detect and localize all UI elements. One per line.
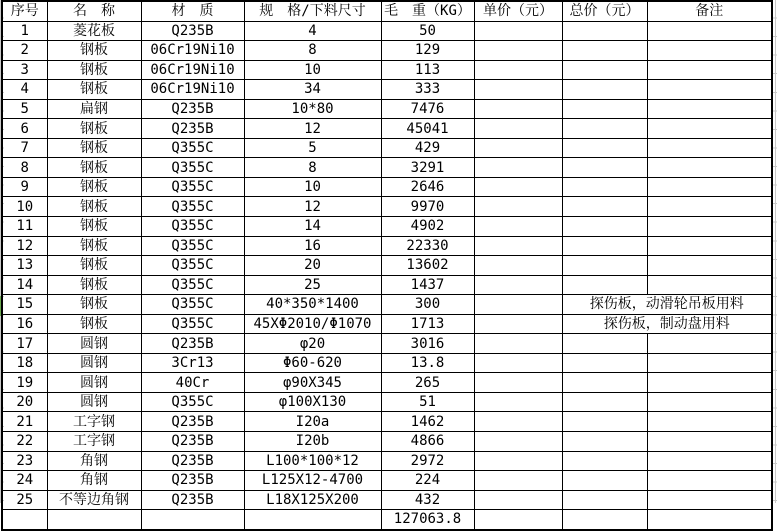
cell-name[interactable]: [47, 510, 141, 530]
table-row: [2, 256, 772, 276]
cell-material[interactable]: Q355C: [141, 197, 244, 217]
cell-unit-price[interactable]: [474, 177, 562, 197]
cell-name[interactable]: 角钢: [47, 471, 141, 491]
cell-remark[interactable]: [647, 60, 772, 80]
cell-spec[interactable]: Φ60-620: [244, 353, 381, 373]
cell-unit-price[interactable]: [474, 334, 562, 354]
cell-material[interactable]: Q355C: [141, 256, 244, 276]
cell-remark[interactable]: [647, 490, 772, 510]
cell-total-price[interactable]: [562, 41, 647, 61]
cell-serial-no[interactable]: 1: [2, 21, 47, 41]
cell-unit-price[interactable]: [474, 471, 562, 491]
cell-serial-no[interactable]: 15: [2, 295, 47, 315]
cell-spec[interactable]: 10: [244, 177, 381, 197]
cell-material[interactable]: Q235B: [141, 432, 244, 452]
header-name[interactable]: 名 称: [47, 1, 141, 21]
cell-remark[interactable]: [647, 177, 772, 197]
cell-material[interactable]: 06Cr19Ni10: [141, 60, 244, 80]
cell-total-price[interactable]: [562, 510, 647, 530]
cell-weight[interactable]: 129: [381, 41, 474, 61]
cell-total-price[interactable]: [562, 392, 647, 412]
table-footer: [2, 510, 772, 530]
cell-weight[interactable]: 3291: [381, 158, 474, 178]
cell-unit-price[interactable]: [474, 353, 562, 373]
table-body: [2, 21, 772, 510]
cell-name[interactable]: 钢板: [47, 295, 141, 315]
cell-spec[interactable]: φ90X345: [244, 373, 381, 393]
cell-spec[interactable]: I20b: [244, 432, 381, 452]
cell-spec[interactable]: 4: [244, 21, 381, 41]
cell-unit-price[interactable]: [474, 236, 562, 256]
cell-name[interactable]: 钢板: [47, 41, 141, 61]
cell-name[interactable]: 钢板: [47, 314, 141, 334]
header-unit-price[interactable]: 单价（元）: [474, 1, 562, 21]
cell-name[interactable]: 钢板: [47, 236, 141, 256]
cell-material[interactable]: Q235B: [141, 119, 244, 139]
cell-weight[interactable]: 9970: [381, 197, 474, 217]
cell-remark[interactable]: [647, 334, 772, 354]
cell-spec[interactable]: 8: [244, 41, 381, 61]
cell-spec[interactable]: [244, 510, 381, 530]
cell-name[interactable]: 圆钢: [47, 353, 141, 373]
cell-serial-no[interactable]: 22: [2, 432, 47, 452]
table-row: [2, 80, 772, 100]
cell-name[interactable]: 钢板: [47, 119, 141, 139]
cell-spec[interactable]: 45XΦ2010/Φ1070: [244, 314, 381, 334]
cell-total-price[interactable]: [562, 490, 647, 510]
cell-total-price[interactable]: [562, 217, 647, 237]
cell-weight[interactable]: 1437: [381, 275, 474, 295]
cell-unit-price[interactable]: [474, 41, 562, 61]
cell-material[interactable]: [141, 510, 244, 530]
cell-unit-price[interactable]: [474, 275, 562, 295]
cell-remark[interactable]: [647, 236, 772, 256]
cell-unit-price[interactable]: [474, 119, 562, 139]
cell-unit-price[interactable]: [474, 21, 562, 41]
cell-serial-no[interactable]: 9: [2, 177, 47, 197]
cell-remark[interactable]: [647, 275, 772, 295]
cell-weight[interactable]: 7476: [381, 99, 474, 119]
cell-total-weight[interactable]: 127063.8: [381, 510, 474, 530]
cell-spec[interactable]: 12: [244, 197, 381, 217]
cell-weight[interactable]: 265: [381, 373, 474, 393]
cell-material[interactable]: Q355C: [141, 295, 244, 315]
cell-remark[interactable]: [647, 451, 772, 471]
cell-name[interactable]: 不等边角钢: [47, 490, 141, 510]
cell-total-price[interactable]: [562, 60, 647, 80]
cell-total-price[interactable]: [562, 275, 647, 295]
cell-unit-price[interactable]: [474, 295, 562, 315]
cell-remark[interactable]: [647, 412, 772, 432]
cell-total-price[interactable]: [562, 158, 647, 178]
cell-weight[interactable]: 2972: [381, 451, 474, 471]
cell-material[interactable]: 3Cr13: [141, 353, 244, 373]
cell-total-price[interactable]: [562, 451, 647, 471]
table-row: [2, 217, 772, 237]
cell-spec[interactable]: 25: [244, 275, 381, 295]
cell-name[interactable]: 圆钢: [47, 334, 141, 354]
cell-name[interactable]: 钢板: [47, 197, 141, 217]
cell-name[interactable]: 钢板: [47, 80, 141, 100]
cell-total-price[interactable]: [562, 373, 647, 393]
cell-unit-price[interactable]: [474, 60, 562, 80]
cell-material[interactable]: Q355C: [141, 138, 244, 158]
table-row: [2, 490, 772, 510]
table-row: [2, 432, 772, 452]
cell-remark[interactable]: [647, 119, 772, 139]
cell-remark[interactable]: [647, 373, 772, 393]
cell-serial-no[interactable]: 12: [2, 236, 47, 256]
table-row: [2, 197, 772, 217]
table-row: [2, 138, 772, 158]
materials-table: [1, 0, 773, 531]
cell-name[interactable]: 钢板: [47, 138, 141, 158]
cell-weight[interactable]: 13602: [381, 256, 474, 276]
cell-name[interactable]: 钢板: [47, 217, 141, 237]
cell-spec[interactable]: 8: [244, 158, 381, 178]
cell-remark[interactable]: [647, 510, 772, 530]
cell-remark[interactable]: [647, 138, 772, 158]
table-header: [2, 1, 772, 21]
cell-material[interactable]: Q355C: [141, 275, 244, 295]
table-row: [2, 275, 772, 295]
cell-total-price[interactable]: [562, 334, 647, 354]
cell-weight[interactable]: 1462: [381, 412, 474, 432]
cell-remark[interactable]: [647, 158, 772, 178]
total-row: [2, 510, 772, 530]
table-row: [2, 60, 772, 80]
cell-material[interactable]: 06Cr19Ni10: [141, 80, 244, 100]
cell-remark[interactable]: 探伤板，动滑轮吊板用料: [562, 295, 772, 315]
cell-total-price[interactable]: [562, 99, 647, 119]
table-row: [2, 41, 772, 61]
cell-name[interactable]: 工字钢: [47, 432, 141, 452]
cell-weight[interactable]: 3016: [381, 334, 474, 354]
cell-serial-no[interactable]: 7: [2, 138, 47, 158]
table-row: [2, 373, 772, 393]
cell-serial-no[interactable]: 18: [2, 353, 47, 373]
cell-remark[interactable]: [647, 392, 772, 412]
cell-spec[interactable]: 10: [244, 60, 381, 80]
cell-total-price[interactable]: [562, 80, 647, 100]
cell-serial-no[interactable]: 10: [2, 197, 47, 217]
cell-total-price[interactable]: [562, 353, 647, 373]
cell-spec[interactable]: 10*80: [244, 99, 381, 119]
header-total-price[interactable]: 总价（元）: [562, 1, 647, 21]
cell-material[interactable]: Q355C: [141, 314, 244, 334]
header-serial-no[interactable]: 序号: [2, 1, 47, 21]
cell-name[interactable]: 工字钢: [47, 412, 141, 432]
cell-serial-no[interactable]: 4: [2, 80, 47, 100]
cell-weight[interactable]: 333: [381, 80, 474, 100]
cell-spec[interactable]: L18X125X200: [244, 490, 381, 510]
cell-unit-price[interactable]: [474, 256, 562, 276]
table-row: [2, 99, 772, 119]
cell-unit-price[interactable]: [474, 99, 562, 119]
table-row: [2, 158, 772, 178]
cell-remark[interactable]: 探伤板，制动盘用料: [562, 314, 772, 334]
cell-unit-price[interactable]: [474, 158, 562, 178]
cell-weight[interactable]: 113: [381, 60, 474, 80]
cell-name[interactable]: 圆钢: [47, 392, 141, 412]
header-remark[interactable]: 备注: [647, 1, 772, 21]
cell-name[interactable]: 钢板: [47, 60, 141, 80]
cell-weight[interactable]: 50: [381, 21, 474, 41]
cell-unit-price[interactable]: [474, 138, 562, 158]
cell-spec[interactable]: L100*100*12: [244, 451, 381, 471]
cell-weight[interactable]: 51: [381, 392, 474, 412]
cell-total-price[interactable]: [562, 119, 647, 139]
cell-material[interactable]: Q235B: [141, 21, 244, 41]
table-row: [2, 236, 772, 256]
cell-material[interactable]: Q235B: [141, 334, 244, 354]
cell-remark[interactable]: [647, 21, 772, 41]
cell-total-price[interactable]: [562, 197, 647, 217]
table-row: [2, 21, 772, 41]
cell-weight[interactable]: 300: [381, 295, 474, 315]
cell-spec[interactable]: 12: [244, 119, 381, 139]
cell-name[interactable]: 钢板: [47, 256, 141, 276]
cell-total-price[interactable]: [562, 236, 647, 256]
cell-material[interactable]: Q235B: [141, 471, 244, 491]
cell-spec[interactable]: φ100X130: [244, 392, 381, 412]
cell-spec[interactable]: 14: [244, 217, 381, 237]
cell-serial-no[interactable]: 20: [2, 392, 47, 412]
cell-unit-price[interactable]: [474, 373, 562, 393]
cell-remark[interactable]: [647, 80, 772, 100]
cell-name[interactable]: 角钢: [47, 451, 141, 471]
cell-serial-no[interactable]: 25: [2, 490, 47, 510]
cell-serial-no[interactable]: 5: [2, 99, 47, 119]
cell-material[interactable]: Q355C: [141, 158, 244, 178]
cell-remark[interactable]: [647, 471, 772, 491]
cell-weight[interactable]: 22330: [381, 236, 474, 256]
cell-material[interactable]: Q355C: [141, 392, 244, 412]
cell-serial-no[interactable]: [2, 510, 47, 530]
cell-spec[interactable]: 16: [244, 236, 381, 256]
cell-spec[interactable]: L125X12-4700: [244, 471, 381, 491]
cell-weight[interactable]: 429: [381, 138, 474, 158]
cell-serial-no[interactable]: 6: [2, 119, 47, 139]
cell-serial-no[interactable]: 2: [2, 41, 47, 61]
cell-unit-price[interactable]: [474, 197, 562, 217]
table-row: [2, 314, 772, 334]
cell-unit-price[interactable]: [474, 451, 562, 471]
cell-material[interactable]: Q235B: [141, 490, 244, 510]
cell-material[interactable]: 40Cr: [141, 373, 244, 393]
cell-spec[interactable]: 5: [244, 138, 381, 158]
cell-serial-no[interactable]: 13: [2, 256, 47, 276]
cell-remark[interactable]: [647, 41, 772, 61]
cell-material[interactable]: Q355C: [141, 177, 244, 197]
cell-unit-price[interactable]: [474, 217, 562, 237]
cell-serial-no[interactable]: 3: [2, 60, 47, 80]
table-row: [2, 177, 772, 197]
cell-serial-no[interactable]: 19: [2, 373, 47, 393]
cell-weight[interactable]: 2646: [381, 177, 474, 197]
cell-remark[interactable]: [647, 217, 772, 237]
cell-name[interactable]: 菱花板: [47, 21, 141, 41]
table-row: [2, 334, 772, 354]
cell-spec[interactable]: 34: [244, 80, 381, 100]
table-row: [2, 412, 772, 432]
table-row: [2, 119, 772, 139]
cell-material[interactable]: 06Cr19Ni10: [141, 41, 244, 61]
cell-serial-no[interactable]: 24: [2, 471, 47, 491]
header-row: [2, 1, 772, 21]
cell-unit-price[interactable]: [474, 490, 562, 510]
cell-total-price[interactable]: [562, 256, 647, 276]
cell-material[interactable]: Q235B: [141, 412, 244, 432]
cell-weight[interactable]: 1713: [381, 314, 474, 334]
cell-remark[interactable]: [647, 353, 772, 373]
cell-total-price[interactable]: [562, 432, 647, 452]
cell-serial-no[interactable]: 14: [2, 275, 47, 295]
cell-spec[interactable]: 20: [244, 256, 381, 276]
cell-remark[interactable]: [647, 432, 772, 452]
cell-name[interactable]: 圆钢: [47, 373, 141, 393]
cell-weight[interactable]: 13.8: [381, 353, 474, 373]
cell-total-price[interactable]: [562, 138, 647, 158]
cell-spec[interactable]: 40*350*1400: [244, 295, 381, 315]
cell-serial-no[interactable]: 11: [2, 217, 47, 237]
cell-remark[interactable]: [647, 99, 772, 119]
table-row: [2, 392, 772, 412]
cell-total-price[interactable]: [562, 177, 647, 197]
cell-remark[interactable]: [647, 256, 772, 276]
cell-material[interactable]: Q355C: [141, 217, 244, 237]
cell-material[interactable]: Q355C: [141, 236, 244, 256]
header-weight[interactable]: 毛 重（KG）: [381, 1, 474, 21]
cell-unit-price[interactable]: [474, 510, 562, 530]
cell-material[interactable]: Q235B: [141, 99, 244, 119]
cell-name[interactable]: 钢板: [47, 275, 141, 295]
table-row: [2, 451, 772, 471]
cell-serial-no[interactable]: 17: [2, 334, 47, 354]
cell-unit-price[interactable]: [474, 80, 562, 100]
cell-name[interactable]: 扁钢: [47, 99, 141, 119]
cell-total-price[interactable]: [562, 21, 647, 41]
cell-weight[interactable]: 4902: [381, 217, 474, 237]
cell-spec[interactable]: I20a: [244, 412, 381, 432]
cell-serial-no[interactable]: 23: [2, 451, 47, 471]
cell-weight[interactable]: 224: [381, 471, 474, 491]
cell-name[interactable]: 钢板: [47, 177, 141, 197]
cell-material[interactable]: Q235B: [141, 451, 244, 471]
cell-name[interactable]: 钢板: [47, 158, 141, 178]
cell-total-price[interactable]: [562, 471, 647, 491]
header-material[interactable]: 材 质: [141, 1, 244, 21]
cell-unit-price[interactable]: [474, 392, 562, 412]
cell-remark[interactable]: [647, 197, 772, 217]
table-row: [2, 471, 772, 491]
header-spec[interactable]: 规 格/下料尺寸: [244, 1, 381, 21]
cell-serial-no[interactable]: 21: [2, 412, 47, 432]
cell-weight[interactable]: 45041: [381, 119, 474, 139]
cell-weight[interactable]: 4866: [381, 432, 474, 452]
cell-unit-price[interactable]: [474, 432, 562, 452]
table-row: [2, 295, 772, 315]
cell-spec[interactable]: φ20: [244, 334, 381, 354]
cell-unit-price[interactable]: [474, 314, 562, 334]
cell-weight[interactable]: 432: [381, 490, 474, 510]
cell-total-price[interactable]: [562, 412, 647, 432]
cell-serial-no[interactable]: 8: [2, 158, 47, 178]
cell-serial-no[interactable]: 16: [2, 314, 47, 334]
table-row: [2, 353, 772, 373]
cell-unit-price[interactable]: [474, 412, 562, 432]
